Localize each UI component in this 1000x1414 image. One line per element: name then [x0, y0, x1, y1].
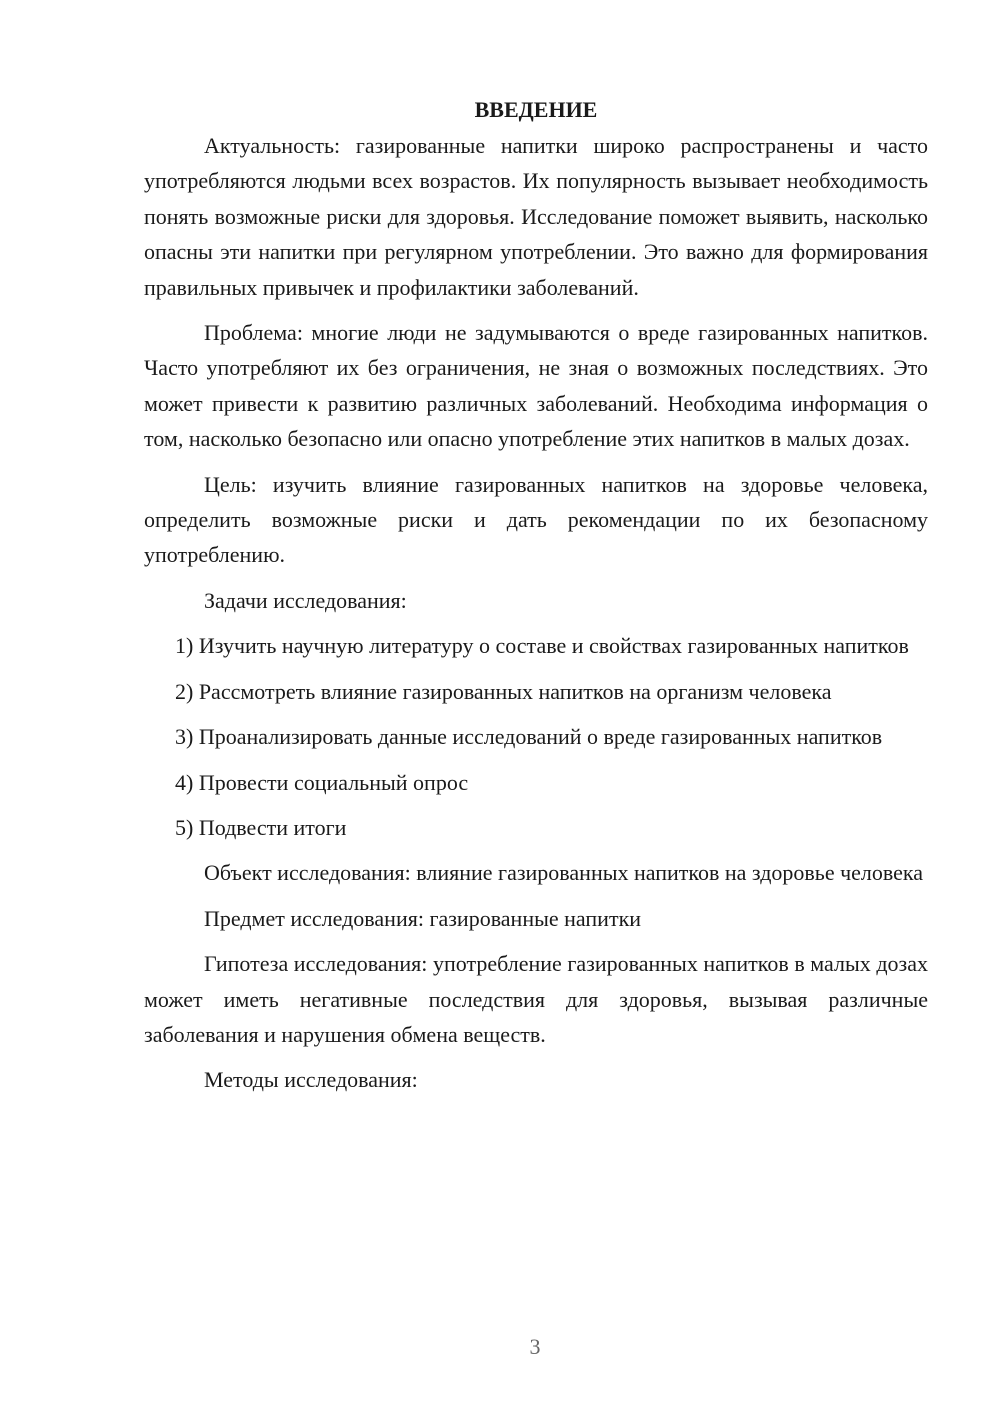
subject-paragraph: Предмет исследования: газированные напитки: [204, 905, 642, 931]
task-item-3: 3) Проанализировать данные исследований о вреде газированных напитков: [175, 724, 883, 750]
task-item-2: 2) Рассмотреть влияние газированных напитков на организм человека: [175, 678, 832, 704]
task-item-5: 5) Подвести итоги: [175, 814, 347, 840]
page-title: ВВЕДЕНИЕ: [474, 97, 598, 122]
page-number: 3: [529, 1334, 541, 1359]
methods-heading: Методы исследования:: [204, 1067, 418, 1093]
tasks-heading: Задачи исследования:: [204, 587, 407, 613]
problem-paragraph: Проблема: многие люди не задумываются о вреде газированных напитков. Часто употребляют их без ограничения, не зная о возможных последствиях. Это может привести к развитию различных заболеваний. Необходима информация о том, насколько безопасно или опасно употребление этих напитков в малых дозах.: [144, 320, 928, 452]
task-item-4: 4) Провести социальный опрос: [175, 769, 469, 795]
object-paragraph: Объект исследования: влияние газированных напитков на здоровье человека: [204, 860, 924, 886]
document-page: [144, 92, 928, 1108]
hypothesis-paragraph: Гипотеза исследования: употребление газированных напитков в малых дозах может иметь негативные последствия для здоровья, вызывая различные заболевания и нарушения обмена веществ.: [144, 951, 928, 1047]
task-item-1: 1) Изучить научную литературу о составе и свойствах газированных напитков: [175, 633, 909, 659]
relevance-paragraph: Актуальность: газированные напитки широко распространены и часто употребляются людьми всех возрастов. Их популярность вызывает необходимость понять возможные риски для здоровья. Исследование поможет выявить, насколько опасны эти напитки при регулярном употреблении. Это важно для формирования правильных привычек и профилактики заболеваний.: [144, 133, 928, 300]
goal-paragraph: Цель: изучить влияние газированных напитков на здоровье человека, определить возможные риски и дать рекомендации по их безопасному употреблению.: [144, 471, 928, 568]
